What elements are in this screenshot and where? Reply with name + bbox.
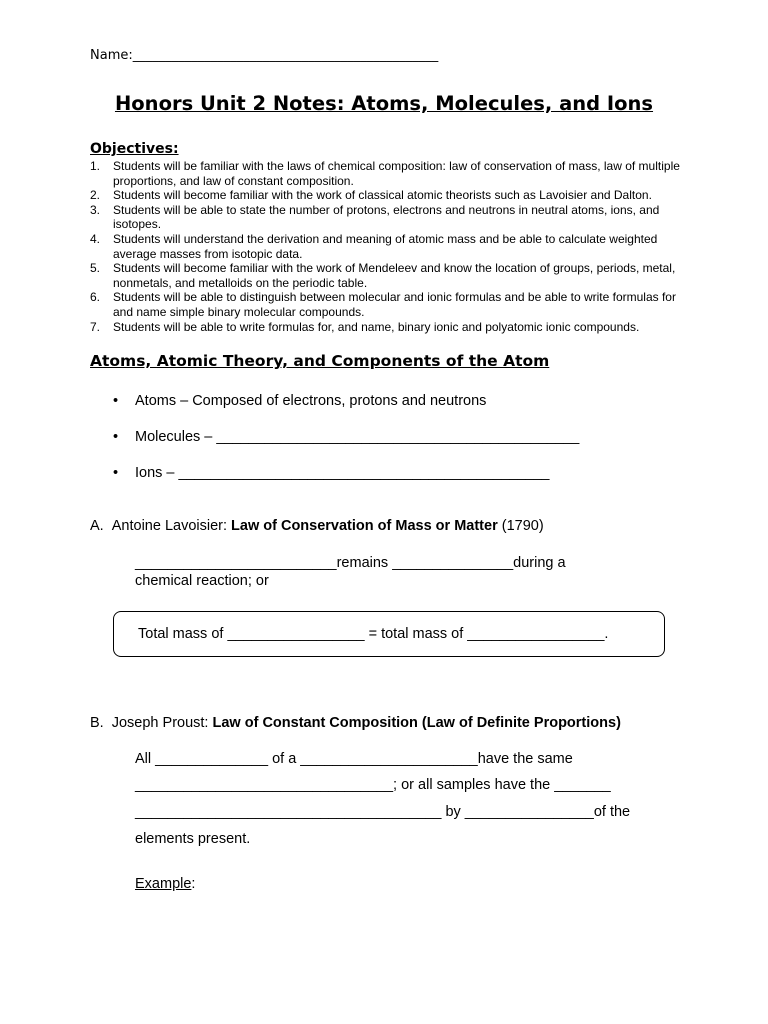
objective-number: 4. [90,231,101,246]
objective-text: Students will be able to state the number of protons, electrons and neutrons in neutral atoms, ions, and isotopes. [113,202,660,232]
bullet-ions [113,465,579,501]
objectives-heading: Objectives: [90,141,179,157]
objective-item [90,188,690,203]
section-b-line-2: ________________________________; or all samples have the _______ [135,777,611,793]
section-a-letter: A. [90,518,104,534]
objective-item [90,261,690,290]
bullet-dot: • [113,465,119,481]
bullet-dot: • [113,429,119,445]
page-title: Honors Unit 2 Notes: Atoms, Molecules, and Ions [114,92,654,115]
example-label [135,876,195,892]
objective-text: Students will be able to write formulas for, and name, binary ionic and polyatomic ionic compounds. [113,319,640,334]
atoms-section-heading: Atoms, Atomic Theory, and Components of the Atom [90,352,550,370]
section-a-heading [90,518,544,534]
objective-number: 2. [90,188,101,203]
section-b-law: Law of Constant Composition (Law of Definite Proportions) [212,715,621,731]
total-mass-text: Total mass of _________________ = total mass of _________________. [138,626,609,642]
objective-number: 5. [90,261,101,276]
section-b-person: Joseph Proust: [111,715,209,731]
objective-item [90,203,690,232]
section-a-person: Antoine Lavoisier: [111,518,227,534]
example-colon: : [191,876,196,892]
objective-text: Students will become familiar with the work of classical atomic theorists such as Lavoisier and Dalton. [113,188,652,203]
section-b-line-3: ______________________________________ by ________________of the [135,804,631,820]
bullet-dot: • [113,393,119,409]
objective-number: 7. [90,319,101,334]
section-b-heading [90,715,621,731]
objective-text: Students will become familiar with the work of Mendeleev and know the location of groups, periods, metal, nonmetals, and metalloids on the periodic table. [113,261,676,290]
section-a-line-1: _________________________remains _______________during a [135,555,566,571]
objective-number: 1. [90,159,101,173]
section-b-letter: B. [90,715,104,731]
atoms-bullet-list [113,393,579,501]
objective-text: Students will be familiar with the laws of chemical composition: law of conservation of mass, law of multiple proportions, and law of constant composition. [113,159,680,188]
bullet-atoms [113,393,579,429]
bullet-text: Molecules – _____________________________________________ [135,429,580,445]
section-b-line-4: elements present. [135,831,251,847]
example-label-text: Example [135,876,192,892]
bullet-text: Atoms – Composed of electrons, protons and neutrons [135,393,487,409]
name-field-line: Name:_______________________________________________ [90,48,439,63]
section-a-line-2: chemical reaction; or [135,573,269,589]
objective-number: 6. [90,290,101,305]
section-b-line-1: All ______________ of a ______________________have the same [135,751,573,767]
section-a-year: (1790) [501,518,544,534]
objectives-list [90,159,690,334]
bullet-molecules [113,429,579,465]
bullet-text: Ions – ______________________________________________ [135,465,550,481]
objective-text: Students will understand the derivation and meaning of atomic mass and be able to calculate weighted average masses from isotopic data. [113,231,658,261]
objective-item [90,290,690,319]
objective-item [90,232,690,261]
objective-text: Students will be able to distinguish between molecular and ionic formulas and be able to write formulas for and name simple binary molecular compounds. [113,290,676,319]
objective-item [90,159,690,188]
total-mass-box [113,611,665,657]
objective-number: 3. [90,202,101,217]
objective-item [90,320,690,335]
section-a-law: Law of Conservation of Mass or Matter [231,518,498,534]
